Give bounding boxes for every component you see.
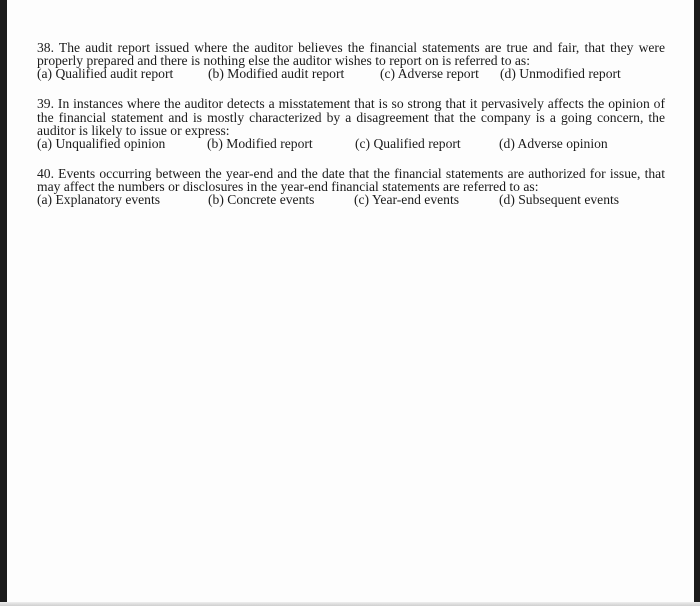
option-c: (c) Adverse report bbox=[380, 66, 479, 82]
option-a: (a) Explanatory events bbox=[37, 192, 161, 208]
option-b: (b) Concrete events bbox=[208, 192, 315, 208]
option-c: (c) Qualified report bbox=[355, 136, 461, 152]
question-40 bbox=[37, 167, 665, 207]
answer-options bbox=[37, 137, 665, 151]
right-border bbox=[694, 0, 700, 606]
question-stem: 38. The audit report issued where the auditor believes the financial statements are true and fair, that they were properly prepared and there is nothing else the auditor wishes to report on is referred to as: bbox=[37, 40, 665, 69]
option-a: (a) Qualified audit report bbox=[37, 66, 174, 82]
answer-options bbox=[37, 67, 665, 81]
option-c: (c) Year-end events bbox=[354, 192, 460, 208]
question-stem: 40. Events occurring between the year-end and the date that the financial statements are authorized for issue, that may affect the numbers or disclosures in the year-end financial statements are referred to as: bbox=[37, 166, 665, 195]
left-border bbox=[0, 0, 7, 606]
answer-options bbox=[37, 193, 665, 207]
question-list bbox=[37, 41, 665, 223]
question-38 bbox=[37, 41, 665, 81]
question-stem: 39. In instances where the auditor detects a misstatement that is so strong that it pervasively affects the opinion of the financial statement and is mostly characterized by a disagreement that the company is a going concern, the auditor is likely to issue or express: bbox=[37, 96, 665, 138]
question-39 bbox=[37, 97, 665, 151]
option-d: (d) Adverse opinion bbox=[499, 136, 608, 152]
option-b: (b) Modified report bbox=[207, 136, 313, 152]
option-b: (b) Modified audit report bbox=[208, 66, 345, 82]
bottom-edge bbox=[0, 602, 700, 606]
option-d: (d) Subsequent events bbox=[499, 192, 620, 208]
option-a: (a) Unqualified opinion bbox=[37, 136, 166, 152]
option-d: (d) Unmodified report bbox=[500, 66, 621, 82]
